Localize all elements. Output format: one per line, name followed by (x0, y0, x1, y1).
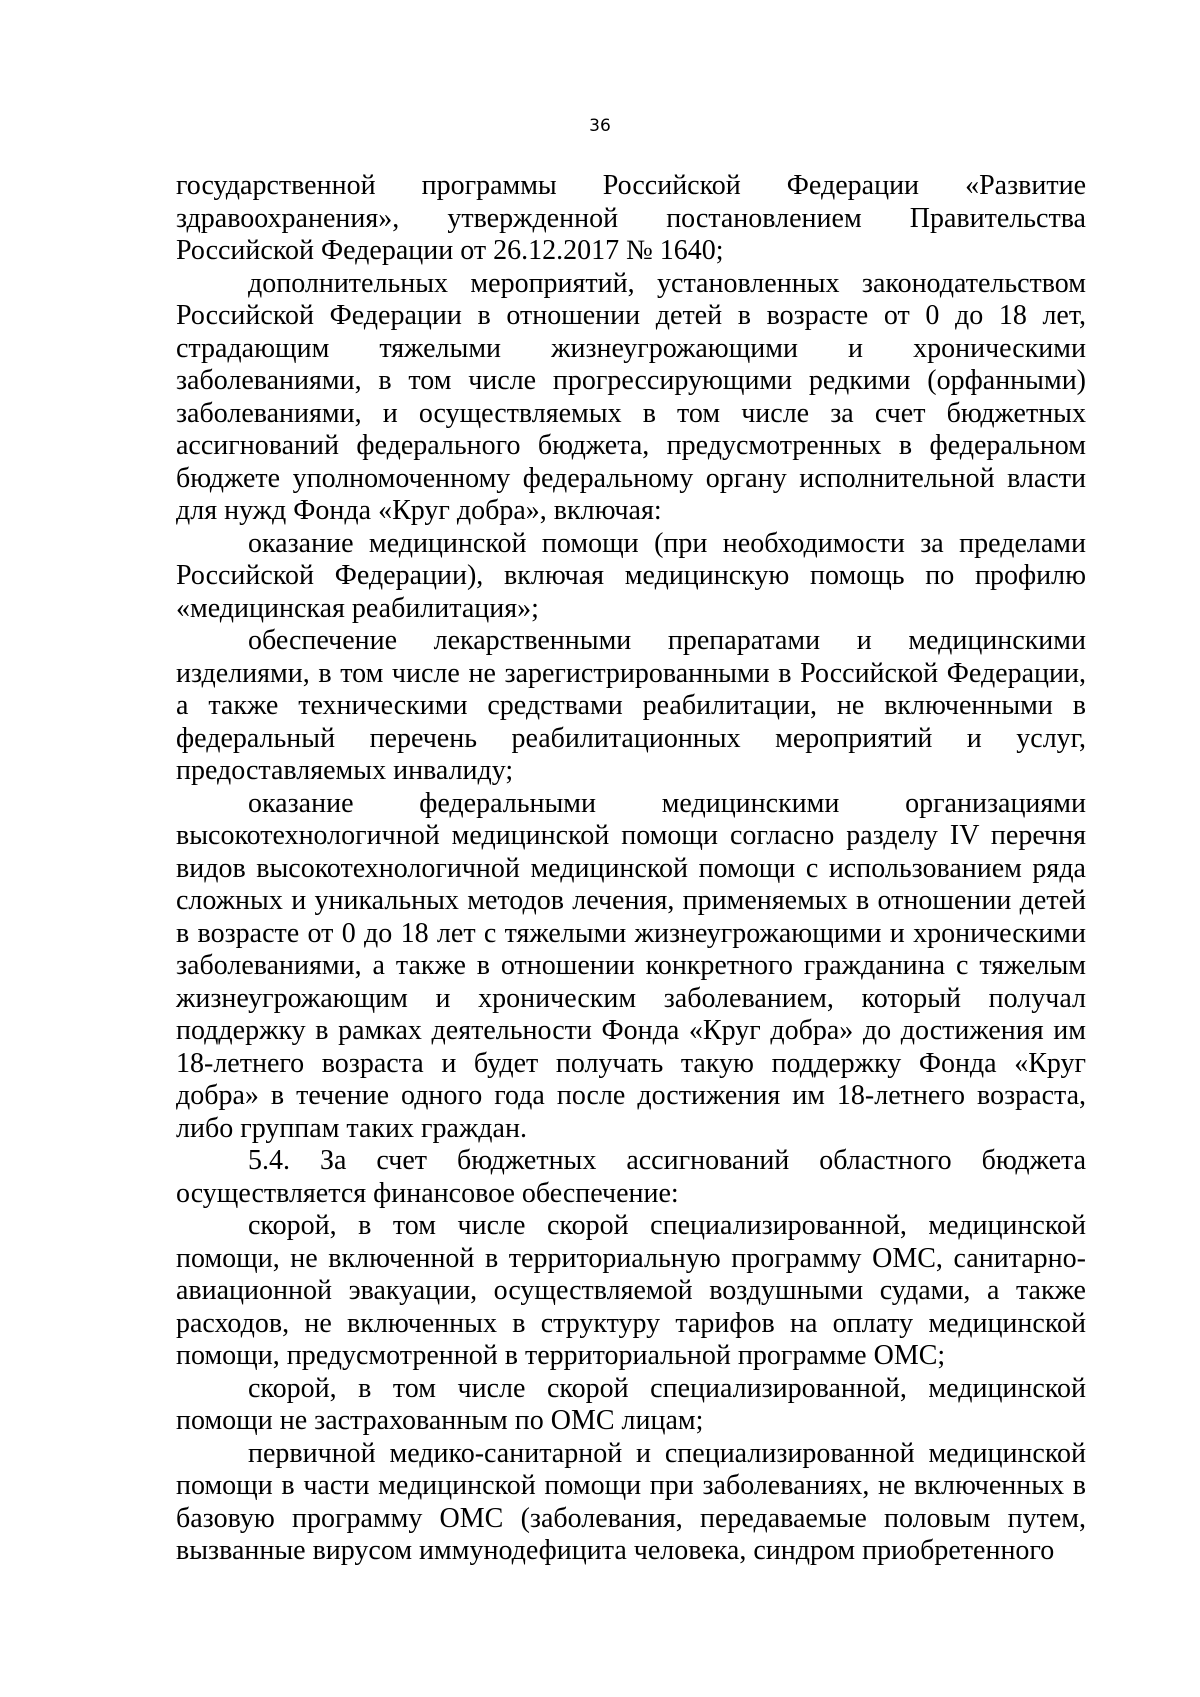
paragraph-5: оказание федеральными медицинскими организациями высокотехнологичной медицинской помощи согласно разделу IV перечня видов высокотехнологичной медицинской помощи с использованием ряда сложных и уникальных методов лечения, применяемых в отношении детей в возрасте от 0 до 18 лет с тяжелыми жизнеугрожающими и хроническими заболеваниями, а также в отношении конкретного гражданина с тяжелым жизнеугрожающим и хроническим заболеванием, который получал поддержку в рамках деятельности Фонда «Круг добра» до достижения им 18-летнего возраста и будет получать такую поддержку Фонда «Круг добра» в течение одного года после достижения им 18-летнего возраста, либо группам таких граждан. (176, 787, 1086, 1144)
paragraph-2: дополнительных мероприятий, установленных законодательством Российской Федерации в отношении детей в возрасте от 0 до 18 лет, страдающим тяжелыми жизнеугрожающими и хроническими заболеваниями, в том числе прогрессирующими редкими (орфанными) заболеваниями, и осуществляемых в том числе за счет бюджетных ассигнований федерального бюджета, предусмотренных в федеральном бюджете уполномоченному федеральному органу исполнительной власти для нужд Фонда «Круг добра», включая: (176, 267, 1086, 526)
paragraph-9: первичной медико-санитарной и специализированной медицинской помощи в части медицинской помощи при заболеваниях, не включенных в базовую программу ОМС (заболевания, передаваемые половым путем, вызванные вирусом иммунодефицита человека, синдром приобретенного (176, 1437, 1086, 1566)
document-body (176, 170, 1086, 1568)
paragraph-6: 5.4. За счет бюджетных ассигнований областного бюджета осуществляется финансовое обеспечение: (176, 1145, 1086, 1209)
paragraph-3: оказание медицинской помощи (при необходимости за пределами Российской Федерации), включая медицинскую помощь по профилю «медицинская реабилитация»; (176, 527, 1086, 624)
paragraph-4: обеспечение лекарственными препаратами и медицинскими изделиями, в том числе не зарегистрированными в Российской Федерации, а также техническими средствами реабилитации, не включенными в федеральный перечень реабилитационных мероприятий и услуг, предоставляемых инвалиду; (176, 625, 1086, 786)
paragraph-7: скорой, в том числе скорой специализированной, медицинской помощи, не включенной в территориальную программу ОМС, санитарно-авиационной эвакуации, осуществляемой воздушными судами, а также расходов, не включенных в структуру тарифов на оплату медицинской помощи, предусмотренной в территориальной программе ОМС; (176, 1210, 1086, 1371)
paragraph-8: скорой, в том числе скорой специализированной, медицинской помощи не застрахованным по ОМС лицам; (176, 1372, 1086, 1436)
paragraph-1: государственной программы Российской Федерации «Развитие здравоохранения», утвержденной постановлением Правительства Российской Федерации от 26.12.2017 № 1640; (176, 170, 1086, 266)
page-number: 36 (589, 116, 611, 136)
